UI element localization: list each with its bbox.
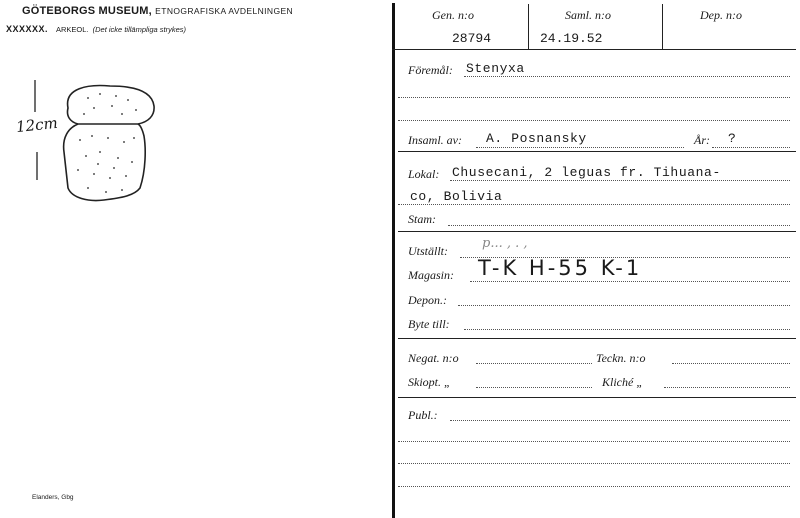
dotted-line — [450, 420, 790, 421]
museum-heading — [22, 5, 293, 17]
dotted-line — [470, 281, 790, 282]
dotted-line — [398, 463, 790, 464]
ar-label: År: — [694, 133, 710, 147]
lokal-label: Lokal: — [408, 167, 440, 181]
insaml-value: A. Posnansky — [486, 131, 587, 146]
skiopt-label: Skiopt. „ — [408, 375, 451, 389]
strike-note: (Det icke tillämpliga strykes) — [92, 25, 186, 34]
dotted-line — [450, 180, 790, 181]
section-rule — [398, 338, 796, 339]
dotted-line — [672, 363, 790, 364]
section-rule — [398, 231, 796, 232]
dotted-line — [712, 147, 790, 148]
dotted-line — [458, 305, 790, 306]
dotted-line — [398, 486, 790, 487]
foremal-label: Föremål: — [408, 63, 453, 77]
museum-name: GÖTEBORGS MUSEUM, — [22, 5, 152, 17]
dotted-line — [464, 329, 790, 330]
dotted-line — [448, 225, 790, 226]
dotted-line — [398, 120, 790, 121]
dotted-line — [398, 97, 790, 98]
utstallt-value: p... , . , — [482, 236, 528, 251]
header-separator — [528, 4, 529, 50]
ar-value: ? — [728, 131, 737, 146]
insaml-label: Insaml. av: — [408, 133, 462, 147]
negat-label: Negat. n:o — [408, 351, 459, 365]
gen-number-label: Gen. n:o — [432, 8, 474, 22]
utstallt-label: Utställt: — [408, 244, 449, 258]
printer-mark: Elanders, Gbg — [32, 494, 74, 501]
depon-label: Depon.: — [408, 293, 447, 307]
dotted-line — [398, 204, 790, 205]
dotted-line — [476, 147, 684, 148]
section-rule — [398, 397, 796, 398]
saml-number-value: 24.19.52 — [540, 31, 603, 46]
lokal-value-line2: co, Bolivia — [410, 189, 503, 204]
dotted-line — [476, 363, 592, 364]
section-rule — [398, 151, 796, 152]
foremal-value: Stenyxa — [466, 61, 525, 76]
dotted-line — [664, 387, 790, 388]
stone-axe-head-sketch-icon — [28, 78, 168, 218]
saml-number-label: Saml. n:o — [565, 8, 611, 22]
header-separator — [662, 4, 663, 50]
lokal-value-line1: Chusecani, 2 leguas fr. Tihuana- — [452, 165, 721, 180]
magasin-value: T-K H-55 K-1 — [478, 256, 643, 280]
gen-number-value: 28794 — [452, 31, 492, 46]
dimension-label: 12cm — [15, 113, 59, 137]
dotted-line — [476, 387, 592, 388]
byte-label: Byte till: — [408, 317, 450, 331]
teckn-label: Teckn. n:o — [596, 351, 646, 365]
magasin-label: Magasin: — [408, 268, 454, 282]
struck-section: XXXXXX. — [6, 24, 49, 34]
museum-department: ETNOGRAFISKA AVDELNINGEN — [155, 6, 294, 16]
dotted-line — [464, 76, 790, 77]
publ-label: Publ.: — [408, 408, 438, 422]
header-rule — [392, 49, 796, 50]
section-line — [6, 24, 186, 34]
dep-number-label: Dep. n:o — [700, 8, 742, 22]
dotted-line — [398, 441, 790, 442]
kliche-label: Kliché „ — [602, 375, 643, 389]
section-name: ARKEOL. — [55, 25, 89, 34]
stam-label: Stam: — [408, 212, 436, 226]
card-divider — [392, 3, 395, 518]
